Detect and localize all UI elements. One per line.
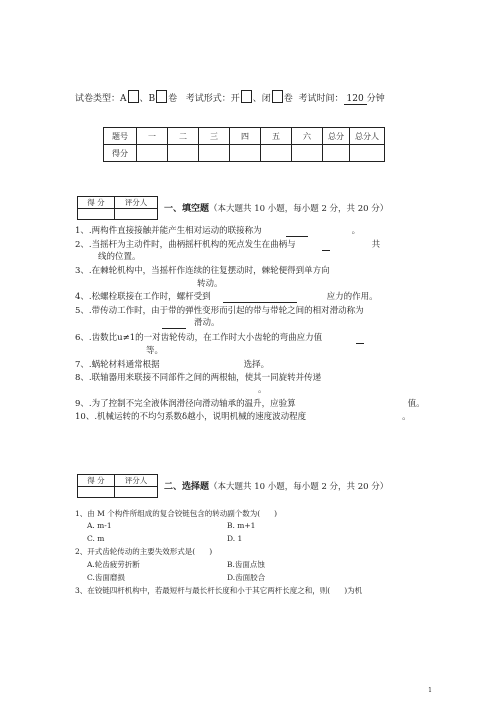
- grader-name-label: 评分人: [115, 197, 158, 209]
- question-number: 3、: [75, 266, 89, 276]
- question-text: .联轴器用来联接不同部件之间的两根轴，使其一同旋转并传递: [88, 373, 322, 383]
- section2-title: [164, 479, 388, 492]
- option-b[interactable]: B. m+1: [227, 521, 256, 530]
- answer-blank[interactable]: [162, 319, 186, 329]
- choice-question-3: [75, 585, 362, 596]
- score-cell[interactable]: [292, 145, 323, 162]
- exam-time-value: 120: [344, 94, 367, 105]
- score-table-score-row: [104, 145, 385, 162]
- score-table: [103, 127, 385, 162]
- fill-question-5-cont: [162, 318, 220, 329]
- question-text: .齿数比u≠1的一对齿轮传动，在工作时大小齿轮的弯曲应力值: [88, 333, 323, 343]
- fill-question-10: [75, 412, 411, 423]
- score-cell[interactable]: [323, 145, 350, 162]
- score-table-header-row: [104, 128, 385, 145]
- score-row-label: 得分: [104, 145, 137, 162]
- question-text: 3、在铰链四杆机构中，若最短杆与最长杆长度和小于其它两杆长度之和，则(: [75, 586, 331, 595]
- fill-question-2: [75, 240, 380, 251]
- section1-note: （本大题共 10 小题，每小题 2 分，共 20 分）: [209, 204, 389, 214]
- fill-question-8-cont: 。: [258, 385, 267, 395]
- question-number: 2、: [75, 240, 89, 250]
- open-book-checkbox[interactable]: [241, 90, 252, 103]
- question-text: .两构件直接接触并能产生相对运动的联接称为: [88, 226, 262, 236]
- answer-blank[interactable]: [223, 293, 297, 303]
- closed-book-checkbox[interactable]: [272, 90, 283, 103]
- exam-time-label: 考试时间：: [298, 94, 344, 104]
- score-header-cell: 总分人: [350, 128, 385, 145]
- exam-form-label: 考试形式：开: [185, 94, 240, 104]
- score-cell[interactable]: [199, 145, 230, 162]
- exam-type-b-label: 、B: [139, 94, 156, 104]
- fill-question-2-cont: 线的位置。: [98, 252, 141, 262]
- grader-name-cell[interactable]: [115, 487, 158, 498]
- score-cell[interactable]: [137, 145, 168, 162]
- option-c[interactable]: C.齿面磨损: [87, 573, 125, 582]
- score-cell[interactable]: [350, 145, 385, 162]
- grader-name-cell[interactable]: [115, 209, 158, 220]
- fill-question-4: [75, 292, 378, 303]
- answer-blank[interactable]: [356, 334, 364, 344]
- question-number: 6、: [75, 333, 89, 343]
- question-number: 7、: [75, 360, 89, 370]
- question-text: .在棘轮机构中，当摇杆作连续的往复摆动时，棘轮便得到单方向: [88, 266, 330, 276]
- question-text: .松螺栓联接在工作时，螺杆受到: [88, 292, 211, 302]
- score-header-cell: 三: [199, 128, 230, 145]
- fill-question-5: [75, 306, 364, 317]
- grader-name-label: 评分人: [115, 475, 158, 487]
- score-header-cell: 总分: [323, 128, 350, 145]
- fill-question-8: [75, 373, 321, 384]
- question-end: 值。: [407, 399, 425, 409]
- option-c[interactable]: C. m: [87, 534, 105, 543]
- answer-blank[interactable]: [286, 227, 308, 237]
- option-a[interactable]: A. m-1: [87, 521, 112, 530]
- option-d[interactable]: D.齿面胶合: [227, 573, 266, 582]
- question-close: ): [209, 547, 213, 556]
- question-close: )为机: [344, 586, 363, 595]
- score-header-cell: 一: [137, 128, 168, 145]
- question-end: 共: [371, 240, 381, 250]
- score-cell[interactable]: [168, 145, 199, 162]
- answer-blank[interactable]: [322, 241, 330, 251]
- question-number: 10、: [75, 412, 95, 422]
- exam-type-suffix: 卷: [168, 94, 178, 104]
- grader-score-cell[interactable]: [78, 487, 115, 498]
- question-text: .机械运转的不均匀系数δ越小，说明机械的速度波动程度: [94, 412, 307, 422]
- score-header-cell: 二: [168, 128, 199, 145]
- score-cell[interactable]: [261, 145, 292, 162]
- fill-question-1: [75, 226, 360, 237]
- grader-score-label: 得 分: [78, 475, 115, 487]
- question-end: 。: [402, 412, 411, 422]
- fill-question-6: [75, 333, 364, 344]
- fill-question-3: [75, 266, 330, 277]
- question-text: .蜗轮材料通常根据: [88, 360, 160, 370]
- page-number: 1: [428, 687, 432, 694]
- exam-time-unit: 分钟: [366, 94, 385, 104]
- question-text: .当摇杆为主动件时，曲柄摇杆机构的死点发生在曲柄与: [88, 240, 296, 250]
- question-number: 9、: [75, 399, 89, 409]
- fill-question-7: [75, 360, 269, 371]
- section1-grader-box: [77, 196, 158, 220]
- exam-info: [75, 90, 385, 105]
- fill-question-3-cont: 转动。: [197, 279, 223, 289]
- question-text: .带传动工作时，由于带的弹性变形而引起的带与带轮之间的相对滑动称为: [88, 306, 364, 316]
- question-number: 8、: [75, 373, 89, 383]
- section2-title-text: 二、选择题: [164, 482, 210, 492]
- exam-type-label: 试卷类型：A: [75, 94, 127, 104]
- section2-note: （本大题共 10 小题，每小题 2 分，共 20 分）: [209, 482, 389, 492]
- option-d[interactable]: D. 1: [227, 534, 243, 543]
- score-header-cell: 四: [230, 128, 261, 145]
- score-header-cell: 题号: [104, 128, 137, 145]
- section1-title: [164, 201, 388, 214]
- section2-grader-box: [77, 474, 158, 498]
- question-text: .为了控制不完全液体润滑径向滑动轴承的温升，应验算: [88, 399, 296, 409]
- fill-question-9: [75, 399, 425, 410]
- type-b-checkbox[interactable]: [156, 90, 167, 103]
- question-number: 1、: [75, 226, 89, 236]
- type-a-checkbox[interactable]: [128, 90, 139, 103]
- grader-score-label: 得 分: [78, 197, 115, 209]
- question-number: 5、: [75, 306, 89, 316]
- fill-question-6-cont: 等。: [146, 346, 164, 356]
- exam-form-closed-label: 、闭: [252, 94, 271, 104]
- option-a[interactable]: A.轮齿疲劳折断: [87, 560, 140, 569]
- exam-form-suffix: 卷: [283, 94, 293, 104]
- option-b[interactable]: B.齿面点蚀: [227, 560, 265, 569]
- score-cell[interactable]: [230, 145, 261, 162]
- question-end: 选择。: [243, 360, 270, 370]
- choice-question-1: [75, 508, 277, 519]
- question-close: ): [274, 509, 278, 518]
- question-text: 2、开式齿轮传动的主要失效形式是(: [75, 547, 196, 556]
- question-number: 4、: [75, 292, 89, 302]
- choice-question-2: [75, 546, 212, 557]
- question-end: 。: [351, 226, 361, 236]
- score-header-cell: 五: [261, 128, 292, 145]
- question-cont: 滑动。: [194, 318, 220, 328]
- question-end: 应力的作用。: [326, 292, 378, 302]
- section1-title-text: 一、填空题: [164, 204, 210, 214]
- grader-score-cell[interactable]: [78, 209, 115, 220]
- question-text: 1、由 M 个构件所组成的复合铰链包含的转动副个数为(: [75, 509, 261, 518]
- score-header-cell: 六: [292, 128, 323, 145]
